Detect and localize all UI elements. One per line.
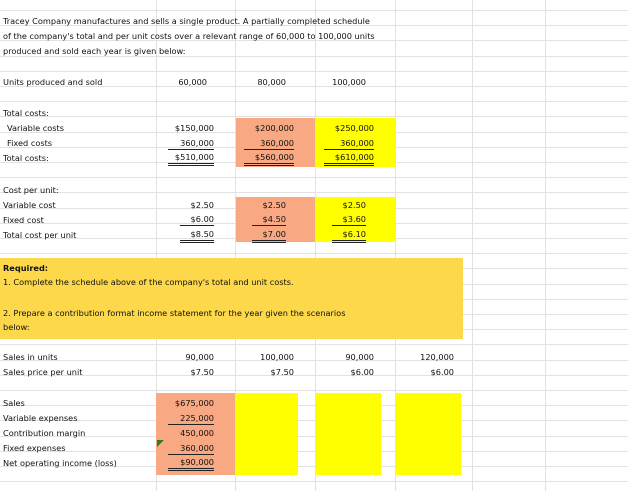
fixed-unit-60k: $6.00: [180, 213, 214, 226]
fixed-costs-label: Fixed costs: [7, 138, 53, 148]
total-cost-80k: $560,000: [244, 151, 294, 166]
row-gridline: [0, 253, 628, 254]
sales-price-label: Sales price per unit: [3, 367, 83, 377]
total-cost-60k: $510,000: [168, 151, 214, 166]
row-gridline: [0, 101, 628, 102]
row-gridline: [0, 375, 628, 376]
total-cost-100k: $610,000: [324, 151, 374, 166]
variable-cost-100k: $250,000: [334, 123, 374, 133]
contribution-margin-label: Contribution margin: [3, 428, 86, 438]
fixed-unit-100k: $3.60: [332, 213, 366, 226]
income-variable-col1: 225,000: [168, 412, 214, 425]
income-cm-col1: 450,000: [180, 428, 214, 438]
row-gridline: [0, 451, 628, 452]
income-col2-input[interactable]: [236, 393, 298, 475]
income-fixed-col1: 360,000: [168, 442, 214, 455]
gridline-col-g: [545, 0, 546, 491]
scenario-1-units: 90,000: [185, 352, 214, 362]
income-sales-col1: $675,000: [174, 398, 214, 408]
fixed-cost-60k: 360,000: [168, 137, 214, 150]
row-gridline: [0, 116, 628, 117]
scenario-2-units: 100,000: [260, 352, 294, 362]
fixed-unit-label: Fixed cost: [3, 215, 44, 225]
units-100k: 100,000: [332, 77, 366, 87]
total-costs-header: Total costs:: [3, 108, 49, 118]
row-gridline: [0, 71, 628, 72]
total-unit-80k: $7.00: [252, 228, 286, 243]
total-unit-60k: $8.50: [180, 228, 214, 243]
variable-costs-label: Variable costs: [7, 123, 65, 133]
scenario-4-price: $6.00: [430, 367, 454, 377]
row-gridline: [0, 344, 628, 345]
units-label: Units produced and sold: [3, 77, 103, 87]
required-item-1: 1. Complete the schedule above of the company's total and unit costs.: [3, 277, 294, 287]
variable-cost-80k: $200,000: [254, 123, 294, 133]
variable-unit-label: Variable cost: [3, 200, 56, 210]
row-gridline: [0, 390, 628, 391]
row-gridline: [0, 360, 628, 361]
scenario-2-price: $7.50: [270, 367, 294, 377]
required-item-2-line-2: below:: [3, 322, 30, 332]
intro-line-3: produced and sold each year is given below:: [3, 46, 186, 56]
scenario-1-price: $7.50: [190, 367, 214, 377]
scenario-4-units: 120,000: [420, 352, 454, 362]
row-gridline: [0, 481, 628, 482]
income-col4-input[interactable]: [396, 393, 461, 475]
row-gridline: [0, 405, 628, 406]
income-noi-col1: $90,000: [168, 456, 214, 471]
row-gridline: [0, 177, 628, 178]
variable-unit-100k: $2.50: [342, 200, 366, 210]
fixed-cost-80k: 360,000: [244, 137, 294, 150]
gridline-col-f: [472, 0, 473, 491]
sales-units-label: Sales in units: [3, 352, 58, 362]
variable-cost-60k: $150,000: [174, 123, 214, 133]
required-box: [0, 258, 463, 339]
cost-per-unit-header: Cost per unit:: [3, 185, 59, 195]
total-costs-label: Total costs:: [3, 153, 49, 163]
intro-line-2: of the company's total and per unit costs over a relevant range of 60,000 to 100,000 units: [3, 31, 375, 41]
variable-expenses-label: Variable expenses: [3, 413, 78, 423]
row-gridline: [0, 420, 628, 421]
row-gridline: [0, 10, 628, 11]
fixed-cost-100k: 360,000: [324, 137, 374, 150]
row-gridline: [0, 192, 628, 193]
fixed-unit-80k: $4.50: [252, 213, 286, 226]
total-unit-100k: $6.10: [332, 228, 366, 243]
required-item-2-line-1: 2. Prepare a contribution format income statement for the year given the scenarios: [3, 308, 346, 318]
row-gridline: [0, 436, 628, 437]
scenario-3-units: 90,000: [345, 352, 374, 362]
scenario-3-price: $6.00: [350, 367, 374, 377]
income-col3-input[interactable]: [316, 393, 381, 475]
units-60k: 60,000: [178, 77, 207, 87]
fixed-expenses-label: Fixed expenses: [3, 443, 66, 453]
units-80k: 80,000: [257, 77, 286, 87]
sales-label: Sales: [3, 398, 25, 408]
intro-line-1: Tracey Company manufactures and sells a single product. A partially completed schedule: [3, 16, 370, 26]
total-unit-label: Total cost per unit: [3, 230, 77, 240]
cell-note-marker: [157, 440, 164, 447]
variable-unit-80k: $2.50: [262, 200, 286, 210]
variable-unit-60k: $2.50: [190, 200, 214, 210]
net-operating-income-label: Net operating income (loss): [3, 458, 117, 468]
required-title: Required:: [3, 263, 49, 273]
